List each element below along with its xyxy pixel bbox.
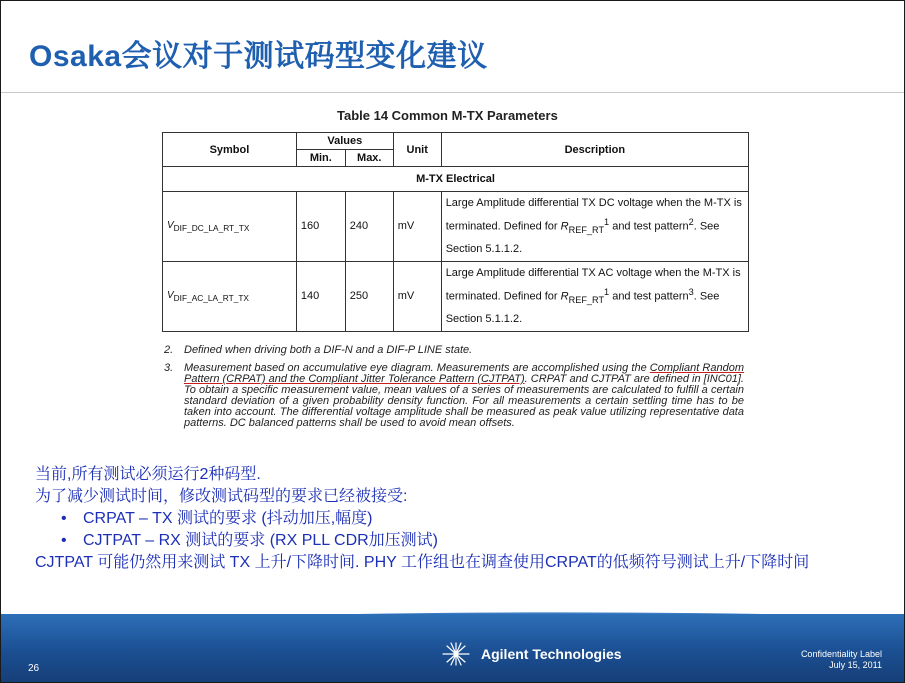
desc-footnote: 2 [688, 217, 694, 227]
desc-text: Large Amplitude differential TX DC voltage when the M-TX is terminated. Defined for [445, 197, 742, 233]
table-header-row [163, 133, 749, 150]
desc-ref: R [560, 220, 569, 233]
bullet-item [35, 508, 885, 530]
footnote [164, 345, 744, 356]
bullet-icon: • [61, 532, 67, 549]
symbol-subscript: DIF_AC_LA_RT_TX [173, 292, 249, 303]
agilent-logo-text: Agilent Technologies [481, 646, 622, 662]
bullet-text: CJTPAT – RX 测试的要求 (RX PLL CDR加压测试) [83, 532, 439, 549]
desc-text: . See Section 5.1.1.2. [445, 220, 720, 255]
desc-ref-subscript: REF_RT [568, 224, 605, 235]
symbol-base: V [167, 219, 174, 231]
desc-text: and test pattern [609, 220, 689, 233]
title-divider [1, 92, 904, 93]
slide-body [35, 464, 885, 574]
row-min: 140 [296, 261, 345, 331]
desc-text: . See Section 5.1.1.2. [445, 290, 720, 325]
table-caption: Table 14 Common M-TX Parameters [337, 108, 558, 123]
bullet-icon: • [61, 510, 67, 527]
table-row [163, 261, 749, 331]
desc-footnote: 3 [688, 286, 694, 297]
header-min: Min. [296, 150, 345, 167]
footnote [164, 363, 744, 429]
desc-text: Large Amplitude differential TX AC voltage when the M-TX is terminated. Defined for [445, 266, 741, 303]
header-description: Description [441, 133, 748, 167]
footnote-text-part: Measurement based on accumulative eye diagram. Measurements are accomplished using the [184, 362, 650, 374]
slide-title: Osaka会议对于测试码型变化建议 [29, 40, 488, 73]
footnote-text-part: . CRPAT and CJTPAT are defined in [INC01]. To obtain a specific measurement value, mean values of a series of measurements are calculated to fulfill a certain standard deviation of a given probability density function. For all measurements a certain settling time has to be taken into account. The differential voltage amplitude shall be measured as peak value utilizing representative data patterns. DC balanced patterns shall be used to avoid mean offsets. [184, 373, 744, 429]
footer-date: July 15, 2011 [829, 660, 882, 670]
agilent-logo [439, 641, 622, 667]
footnote-text [184, 345, 744, 356]
row-min: 160 [296, 192, 345, 262]
body-line: 为了减少测试时间，修改测试码型的要求已经被接受: [35, 488, 408, 505]
header-unit: Unit [393, 133, 441, 167]
confidentiality-label: Confidentiality Label [800, 649, 882, 659]
desc-ref-subscript: REF_RT [568, 294, 605, 305]
desc-ref-footnote: 1 [604, 286, 610, 297]
footnote-underlined-text: Compliant Random Pattern (CRPAT) and the Compliant Jitter Tolerance Pattern (CJTPAT) [184, 362, 744, 385]
desc-ref-footnote: 1 [604, 217, 610, 227]
symbol-base: V [167, 289, 174, 301]
row-symbol [163, 192, 297, 262]
header-symbol: Symbol [163, 133, 297, 167]
confidentiality-block [801, 649, 882, 671]
bullet-text: CRPAT – TX 测试的要求 (抖动加压,幅度) [83, 510, 373, 527]
row-description [441, 261, 748, 331]
table-footnotes [164, 345, 744, 436]
row-unit: mV [393, 192, 441, 262]
section-label: M-TX Electrical [163, 167, 749, 192]
body-line: CJTPAT 可能仍然用来测试 TX 上升/下降时间. PHY 工作组也在调查使用CRPAT的低频符号测试上升/下降时间 [35, 554, 810, 571]
footnote-text [184, 363, 744, 429]
footnote-number: 2. [164, 344, 174, 356]
symbol-subscript: DIF_DC_LA_RT_TX [173, 222, 250, 233]
row-max: 250 [345, 261, 393, 331]
row-symbol [163, 261, 297, 331]
row-unit: mV [393, 261, 441, 331]
desc-text: and test pattern [609, 290, 689, 303]
footnote-text-part: Defined when driving both a DIF-N and a DIF-P LINE state. [184, 344, 473, 356]
desc-ref: R [560, 290, 569, 303]
header-max: Max. [345, 150, 393, 167]
header-values: Values [296, 133, 393, 150]
page-number: 26 [28, 663, 40, 674]
bullet-item [35, 530, 885, 552]
table-section-row [163, 167, 749, 192]
agilent-spark-icon [439, 641, 473, 667]
body-line: 当前,所有测试必须运行2种码型. [35, 466, 261, 483]
row-description [441, 192, 748, 262]
parameters-table [162, 132, 749, 332]
footnote-number: 3. [164, 362, 174, 374]
row-max: 240 [345, 192, 393, 262]
table-row [163, 192, 749, 262]
